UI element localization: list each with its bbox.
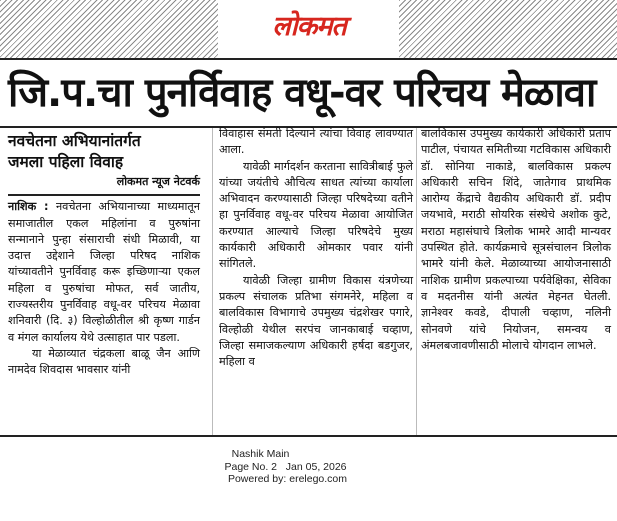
- lokmat-logo: लोकमत: [272, 10, 346, 42]
- dateline-place: नाशिक :: [8, 200, 49, 214]
- byline-rule: [8, 194, 200, 196]
- masthead-pattern-right: [399, 0, 617, 58]
- masthead-pattern-left: [0, 0, 218, 58]
- column-1: [8, 126, 200, 379]
- column-divider: [416, 128, 417, 435]
- edition-name: Nashik Main: [231, 448, 290, 460]
- powered-by-link[interactable]: Powered by: erelego.com: [227, 473, 348, 485]
- lead-paragraph: [8, 199, 200, 346]
- page-footer: [0, 448, 617, 486]
- paragraph: बालविकास उपमुख्य कार्यकारी अधिकारी प्रताप पाटील, पंचायत समितीच्या गटविकास अधिकारी डॉ. सोनिया नाकाडे, बालविकास प्रकल्प अधिकारी सचिन शिंदे, जातेगाव प्राथमिक आरोग्य केंद्राचे वैद्यकीय अधिकारी डॉ. प्रदीप जयभावे, मराठी सोयरिक संस्थेचे अशोक कुटे, मराठा महासंघाचे त्रिलोक भामरे आदी मान्यवर उपस्थित होते. कार्यक्रमाचे सूत्रसंचालन त्रिलोक भामरे यांनी केले. मेळाव्याच्या आयोजनासाठी नाशिक ग्रामीण प्रकल्पाच्या पर्यवेक्षिका, सेविका व मदतनीस यांनी अत्यंत मेहनत घेतली. ज्ञानेश्वर कवडे, दीपाली चव्हाण, नलिनी सोनवणे यांचे नियोजन, समन्वय व अंमलबजावणीसाठी मोलाचे योगदान लाभले.: [421, 127, 612, 352]
- paragraph: या मेळाव्यात चंद्रकला बाळू जैन आणि नामदेव शिवदास भावसार यांनी: [8, 346, 200, 377]
- column-divider: [212, 128, 213, 435]
- paragraph: यावेळी जिल्हा ग्रामीण विकास यंत्रणेच्या प्रकल्प संचालक प्रतिभा संगमनेरे, महिला व बालविकास विभागाचे उपमुख्य चंद्रशेखर पगारे, विल्होळी येथील सरपंच जानकाबाई चव्हाण, जिल्हा समाजकल्याण अधिकारी हर्षदा बडगुजर, महिला व: [219, 273, 413, 369]
- page-info: [0, 461, 617, 474]
- byline: लोकमत न्यूज नेटवर्क: [116, 175, 200, 188]
- paragraph: विवाहास संमती दिल्याने त्यांचा विवाह लावण्यात आला.: [219, 127, 413, 157]
- paragraph: यावेळी मार्गदर्शन करताना सावित्रीबाई फुले यांच्या जयंतीचे औचित्य साधत त्यांच्या कार्याला अभिवादन करण्यासाठी जिल्हा परिषदेच्या वतीने हा पुनर्विवाह वधू-वर परिचय मेळावा आयोजित करण्यात आल्याचे जिल्हा परिषदेचे मुख्य कार्यकारी अधिकारी ओमकार पवार यांनी सांगितले.: [219, 159, 413, 271]
- column-3: [421, 126, 611, 354]
- bottom-rule: [0, 435, 617, 437]
- subheadline: [8, 131, 200, 173]
- subheadline-line-2: जमला पहिला विवाह: [8, 153, 124, 171]
- lead-text: नवचेतना अभियानाच्या माध्यमातून समाजातील एकल महिलांना व पुरुषांना सन्मानाने पुन्हा संसाराची संधी मिळावी, या उदात्त उद्देशाने जिल्हा परिषद नाशिक यांच्यावतीने पुनर्विवाह करू इच्छिणाऱ्या एकल महिला व पुरुषांचा मोफत, सर्व जातीय, राज्यस्तरीय पुनर्विवाह वधू-वर परिचय मेळावा शनिवारी (दि. ३) विल्होळीतील श्री कृष्ण गार्डन व मंगल कार्यालय येथे उत्साहात पार पडला.: [8, 200, 200, 344]
- headline: जि.प.चा पुनर्विवाह वधू-वर परिचय मेळावा: [8, 70, 596, 116]
- edition-date: Jan 05, 2026: [285, 460, 347, 473]
- page-number: Page No. 2: [224, 460, 278, 473]
- subheadline-line-1: नवचेतना अभियानांतर्गत: [8, 132, 141, 150]
- column-2: [219, 126, 413, 370]
